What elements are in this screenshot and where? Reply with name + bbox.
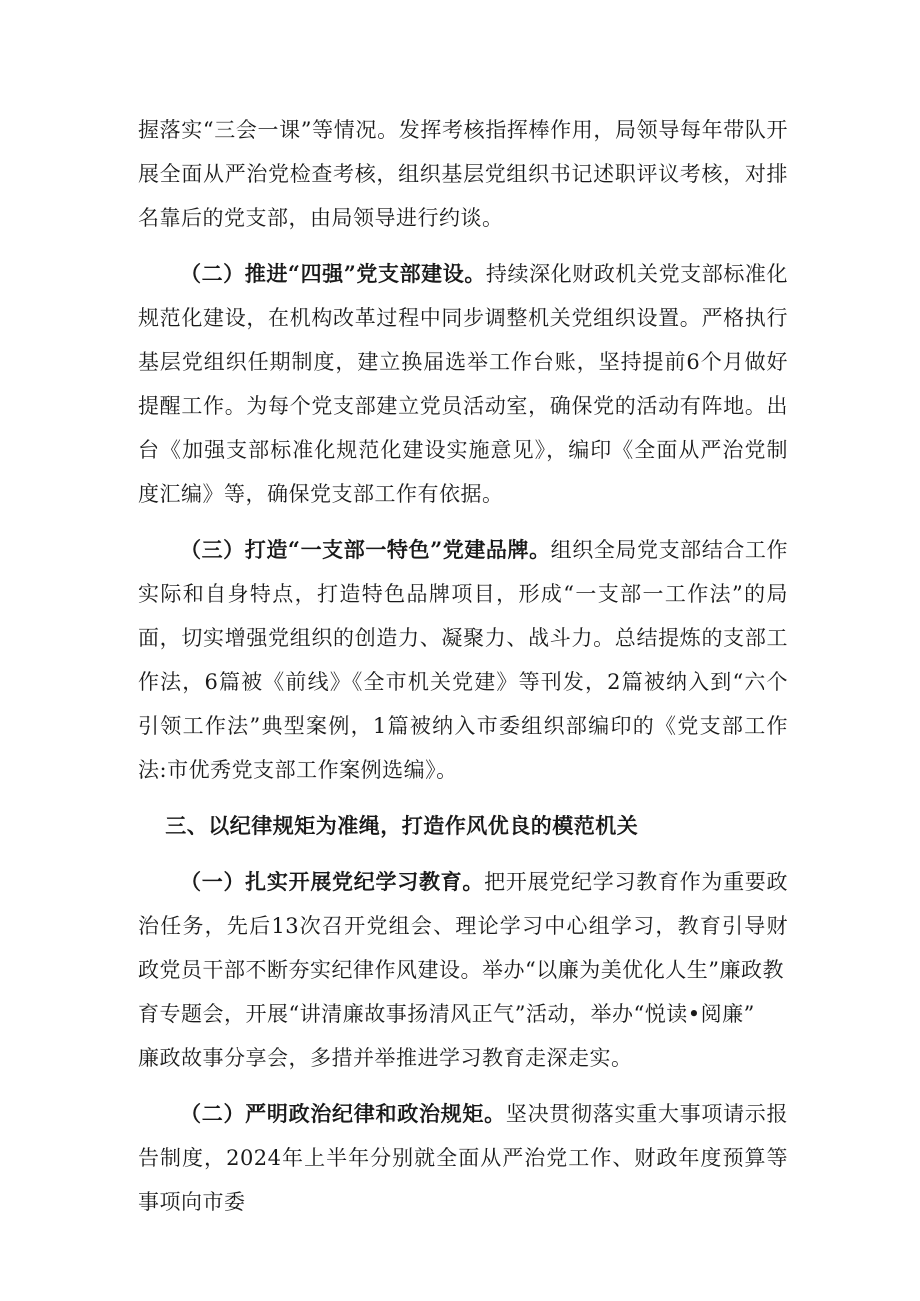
paragraph-2	[138, 252, 788, 516]
paragraph-4-text: 把开展党纪学习教育作为重要政治任务，先后13次召开党组会、理论学习中心组学习，教育引导财政党员干部不断夯实纪律作风建设。举办“以廉为美优化人生”廉政教	[138, 870, 789, 982]
document-body	[138, 108, 788, 1236]
paragraph-3	[138, 528, 788, 792]
paragraph-3-lead: （三）打造“一支部一特色”党建品牌。	[180, 537, 551, 562]
section-heading-3: 三、以纪律规矩为准绳，打造作风优良的模范机关	[165, 813, 639, 838]
paragraph-5-text: 坚决贯彻落实重大事项请示报告制度，2024年上半年分别就全面从严治党工作、财政年度预算等事项向市委	[138, 1102, 789, 1214]
paragraph-5	[138, 1092, 788, 1224]
paragraph-2-text: 持续深化财政机关党支部标准化规范化建设，在机构改革过程中同步调整机关党组织设置。严格执行基层党组织任期制度，建立换届选举工作台账，坚持提前6个月做好提醒工作。为每个党支部建立党员活动室，确保党的活动有阵地。出台《加强支部标准化规范化建设实施意见》，编印《全面从严治党制度汇编》等，确保党支部工作有依据。	[138, 262, 788, 506]
paragraph-4-line-2: 育专题会，开展“讲清廉故事扬清风正气”活动，举办“悦读•阅廉”	[138, 1002, 755, 1026]
paragraph-1	[138, 108, 788, 240]
paragraph-4-continuation	[138, 992, 788, 1080]
paragraph-2-lead: （二）推进“四强”党支部建设。	[180, 261, 486, 286]
paragraph-3-text: 组织全局党支部结合工作实际和自身特点，打造特色品牌项目，形成“一支部一工作法”的局面，切实增强党组织的创造力、凝聚力、战斗力。总结提炼的支部工作法，6篇被《前线》《全市机关党建》等刊发，2篇被纳入到“六个引领工作法”典型案例，1篇被纳入市委组织部编印的《党支部工作法:市优秀党支部工作案例选编》。	[138, 538, 788, 782]
paragraph-5-lead: （二）严明政治纪律和政治规矩。	[180, 1101, 506, 1126]
paragraph-4-lead: （一）扎实开展党纪学习教育。	[180, 869, 485, 894]
paragraph-4	[138, 860, 788, 992]
paragraph-1-text: 握落实“三会一课”等情况。发挥考核指挥棒作用，局领导每年带队开展全面从严治党检查考核，组织基层党组织书记述职评议考核，对排名靠后的党支部，由局领导进行约谈。	[138, 118, 788, 230]
paragraph-4-line-3: 廉政故事分享会，多措并举推进学习教育走深走实。	[138, 1046, 633, 1070]
